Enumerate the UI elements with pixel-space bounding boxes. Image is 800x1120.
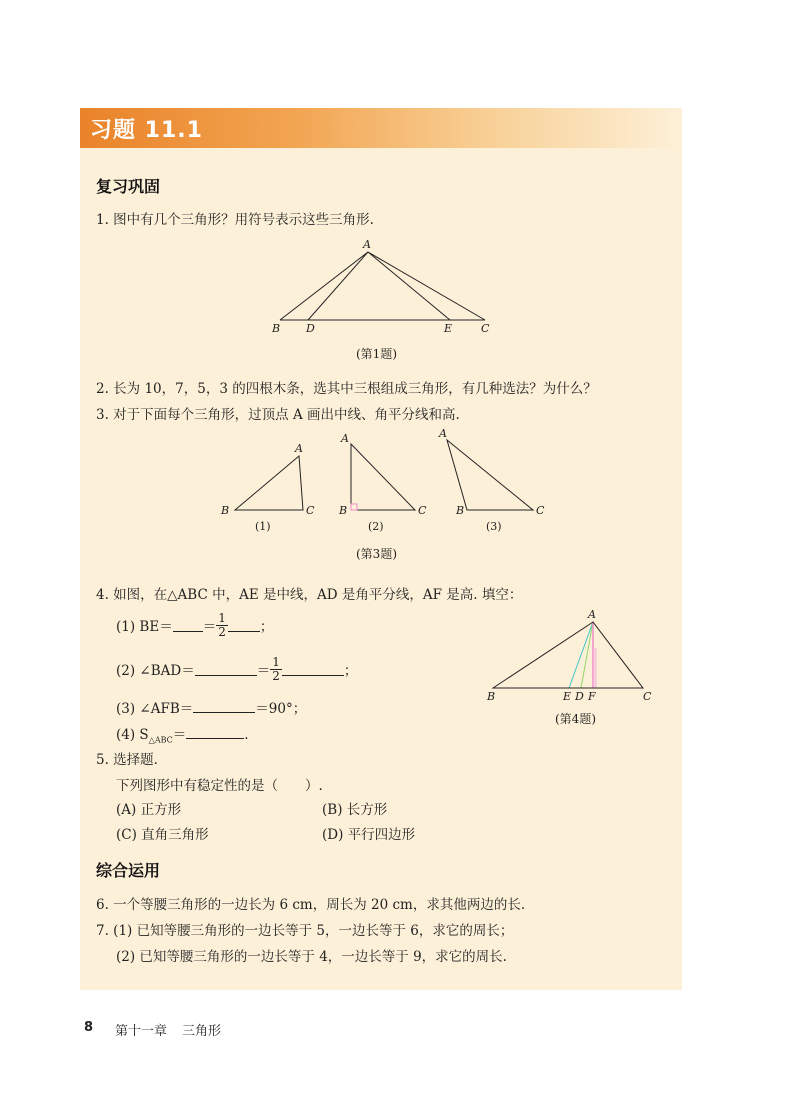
q4-label-f: F xyxy=(588,690,596,703)
q4-blank-3[interactable] xyxy=(193,700,255,713)
q4-item-4-eq: ＝ xyxy=(172,727,187,743)
q2-text: 2. 长为 10，7，5，3 的四根木条，选其中三根组成三角形，有几种选法？为什么？ xyxy=(96,381,597,397)
q4-caption: (第4题) xyxy=(555,712,596,726)
q4-label-c: C xyxy=(643,690,652,703)
q4-item-2-eq: ＝ xyxy=(256,663,271,679)
q4-blank-2a[interactable] xyxy=(195,663,257,676)
q1-label-d: D xyxy=(306,322,315,335)
q4-blank-1b[interactable] xyxy=(228,619,260,632)
q6-text: 6. 一个等腰三角形的一边长为 6 cm，周长为 20 cm，求其他两边的长. xyxy=(96,897,526,913)
chapter-title: 三角形 xyxy=(182,1024,222,1039)
chapter-label: 第十一章 xyxy=(115,1024,168,1039)
q3-2-label-c: C xyxy=(418,504,427,517)
q4-item-3-suffix: ＝90°； xyxy=(255,701,307,717)
q5-option-c[interactable]: (C) 直角三角形 xyxy=(116,827,209,843)
q5-stem: 下列图形中有稳定性的是（ ）. xyxy=(116,778,323,794)
q4-text: 4. 如图，在△ABC 中，AE 是中线，AD 是角平分线，AF 是高. 填空： xyxy=(96,587,523,603)
q4-item-1-semi: ； xyxy=(259,619,274,635)
q4-label-e: E xyxy=(563,690,572,703)
q4-item-3 xyxy=(116,697,306,717)
q4-item-4-prefix: (4) S xyxy=(116,727,149,743)
q3-2-label-b: B xyxy=(339,504,348,517)
q4-item-1-eq: ＝ xyxy=(202,619,217,635)
q3-1-label-b: B xyxy=(221,504,230,517)
q4-item-1-prefix: (1) BE＝ xyxy=(116,619,173,635)
q5-text: 5. 选择题. xyxy=(96,752,158,768)
q5-option-d[interactable]: (D) 平行四边形 xyxy=(322,827,416,843)
q4-label-b: B xyxy=(487,690,496,703)
q1-label-e: E xyxy=(444,322,453,335)
q4-item-2-semi: ； xyxy=(343,663,358,679)
q4-item-4 xyxy=(116,723,249,745)
q5-option-b[interactable]: (B) 长方形 xyxy=(322,802,388,818)
q3-figures xyxy=(215,428,555,548)
section-review: 复习巩固 xyxy=(96,177,161,196)
q7-text-2: (2) 已知等腰三角形的一边长等于 4，一边长等于 9，求它的周长. xyxy=(116,949,507,965)
q1-caption: (第1题) xyxy=(356,347,397,361)
q3-text: 3. 对于下面每个三角形，过顶点 A 画出中线、角平分线和高. xyxy=(96,407,460,423)
page-number: 8 xyxy=(84,1020,94,1035)
q4-label-d: D xyxy=(575,690,584,703)
q3-1-label-c: C xyxy=(306,504,315,517)
q4-half-1: $\frac{1}{2}$ xyxy=(218,610,226,639)
q4-item-4-sub: △ABC xyxy=(148,735,173,745)
q3-sub-3: (3) xyxy=(486,520,502,533)
q3-1-label-a: A xyxy=(295,442,303,455)
q4-figure xyxy=(485,608,665,708)
q3-caption: (第3题) xyxy=(356,547,397,561)
q4-label-a: A xyxy=(588,608,596,621)
q1-text: 1. 图中有几个三角形？用符号表示这些三角形. xyxy=(96,212,374,228)
q3-3-label-c: C xyxy=(536,504,545,517)
q4-item-2-prefix: (2) ∠BAD＝ xyxy=(116,663,195,679)
q4-blank-4[interactable] xyxy=(186,726,244,739)
q1-label-a: A xyxy=(363,238,371,251)
q7-text-1: 7. (1) 已知等腰三角形的一边长等于 5，一边长等于 6，求它的周长； xyxy=(96,923,514,939)
exercise-title: 习题 11.1 xyxy=(90,118,203,143)
q4-blank-1a[interactable] xyxy=(173,619,203,632)
q4-item-4-period: . xyxy=(244,727,249,743)
q1-label-c: C xyxy=(481,322,490,335)
q3-3-label-b: B xyxy=(456,504,465,517)
q5-option-a[interactable]: (A) 正方形 xyxy=(116,802,182,818)
q1-figure xyxy=(260,240,500,340)
q3-2-label-a: A xyxy=(341,432,349,445)
q4-half-2: $\frac{1}{2}$ xyxy=(272,654,280,683)
exercise-banner xyxy=(80,108,682,148)
q4-blank-2b[interactable] xyxy=(282,663,344,676)
q3-3-label-a: A xyxy=(439,427,447,440)
q3-sub-1: (1) xyxy=(255,520,271,533)
q1-label-b: B xyxy=(272,322,281,335)
q4-item-3-prefix: (3) ∠AFB＝ xyxy=(116,701,194,717)
q4-item-1 xyxy=(116,608,273,642)
q3-sub-2: (2) xyxy=(368,520,384,533)
q4-item-2 xyxy=(116,652,357,686)
section-apply: 综合运用 xyxy=(96,861,161,880)
